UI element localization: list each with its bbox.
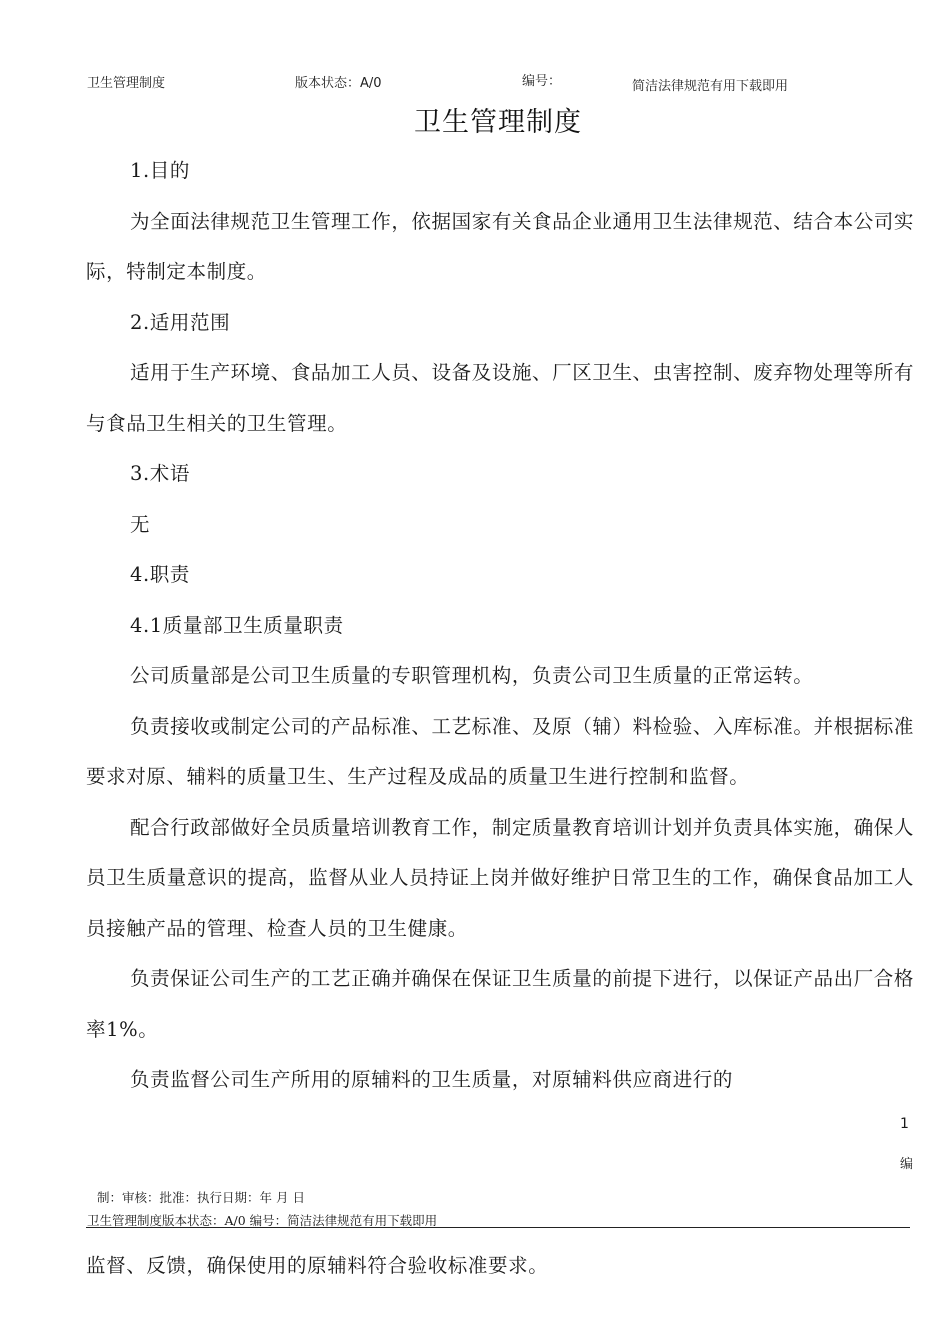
paragraph: 无 — [130, 512, 151, 536]
footer-header-line: 卫生管理制度版本状态：A/0 编号：简洁法律规范有用下载即用 — [87, 1213, 438, 1228]
header-version: 版本状态：A/0 — [295, 76, 382, 91]
header-number-label: 编号： — [522, 74, 562, 89]
section-terms-heading: 3.术语 — [130, 462, 191, 485]
paragraph: 负责监督公司生产所用的原辅料的卫生质量，对原辅料供应商进行的 — [130, 1068, 734, 1091]
paragraph: 配合行政部做好全员质量培训教育工作，制定质量教育培训计划并负责具体实施，确保人员卫生质量意识的提高，监督从业人员持证上岗并做好维护日常卫生的工作，确保食品加工人员接触产品的管理、检查人员的卫生健康。 — [86, 815, 914, 940]
section-purpose-heading: 1.目的 — [130, 159, 191, 182]
paragraph: 公司质量部是公司卫生质量的专职管理机构，负责公司卫生质量的正常运转。 — [130, 664, 814, 687]
section-scope-heading: 2.适用范围 — [130, 310, 231, 334]
page-title: 卫生管理制度 — [414, 107, 582, 138]
header-doc-name: 卫生管理制度 — [87, 76, 166, 91]
side-label: 编 — [900, 1157, 914, 1172]
next-page-text: 监督、反馈，确保使用的原辅料符合验收标准要求。 — [86, 1254, 549, 1277]
document-body — [86, 146, 914, 1106]
section-duties-heading: 4.职责 — [130, 563, 191, 586]
footer-divider — [86, 1227, 910, 1228]
paragraph: 为全面法律规范卫生管理工作，依据国家有关食品企业通用卫生法律规范、结合本公司实际，特制定本制度。 — [86, 209, 914, 283]
subsection-quality-heading: 4.1质量部卫生质量职责 — [130, 613, 344, 637]
paragraph: 适用于生产环境、食品加工人员、设备及设施、厂区卫生、虫害控制、废弃物处理等所有与食品卫生相关的卫生管理。 — [86, 361, 914, 435]
page-number: 1 — [900, 1116, 909, 1132]
paragraph: 负责保证公司生产的工艺正确并确保在保证卫生质量的前提下进行，以保证产品出厂合格率1%。 — [86, 967, 914, 1041]
paragraph: 负责接收或制定公司的产品标准、工艺标准、及原（辅）料检验、入库标准。并根据标准要求对原、辅料的质量卫生、生产过程及成品的质量卫生进行控制和监督。 — [86, 714, 914, 788]
header-number-value: 简洁法律规范有用下载即用 — [632, 79, 789, 94]
footer-sign-line: 制：审核：批准：执行日期：年 月 日 — [97, 1190, 305, 1205]
